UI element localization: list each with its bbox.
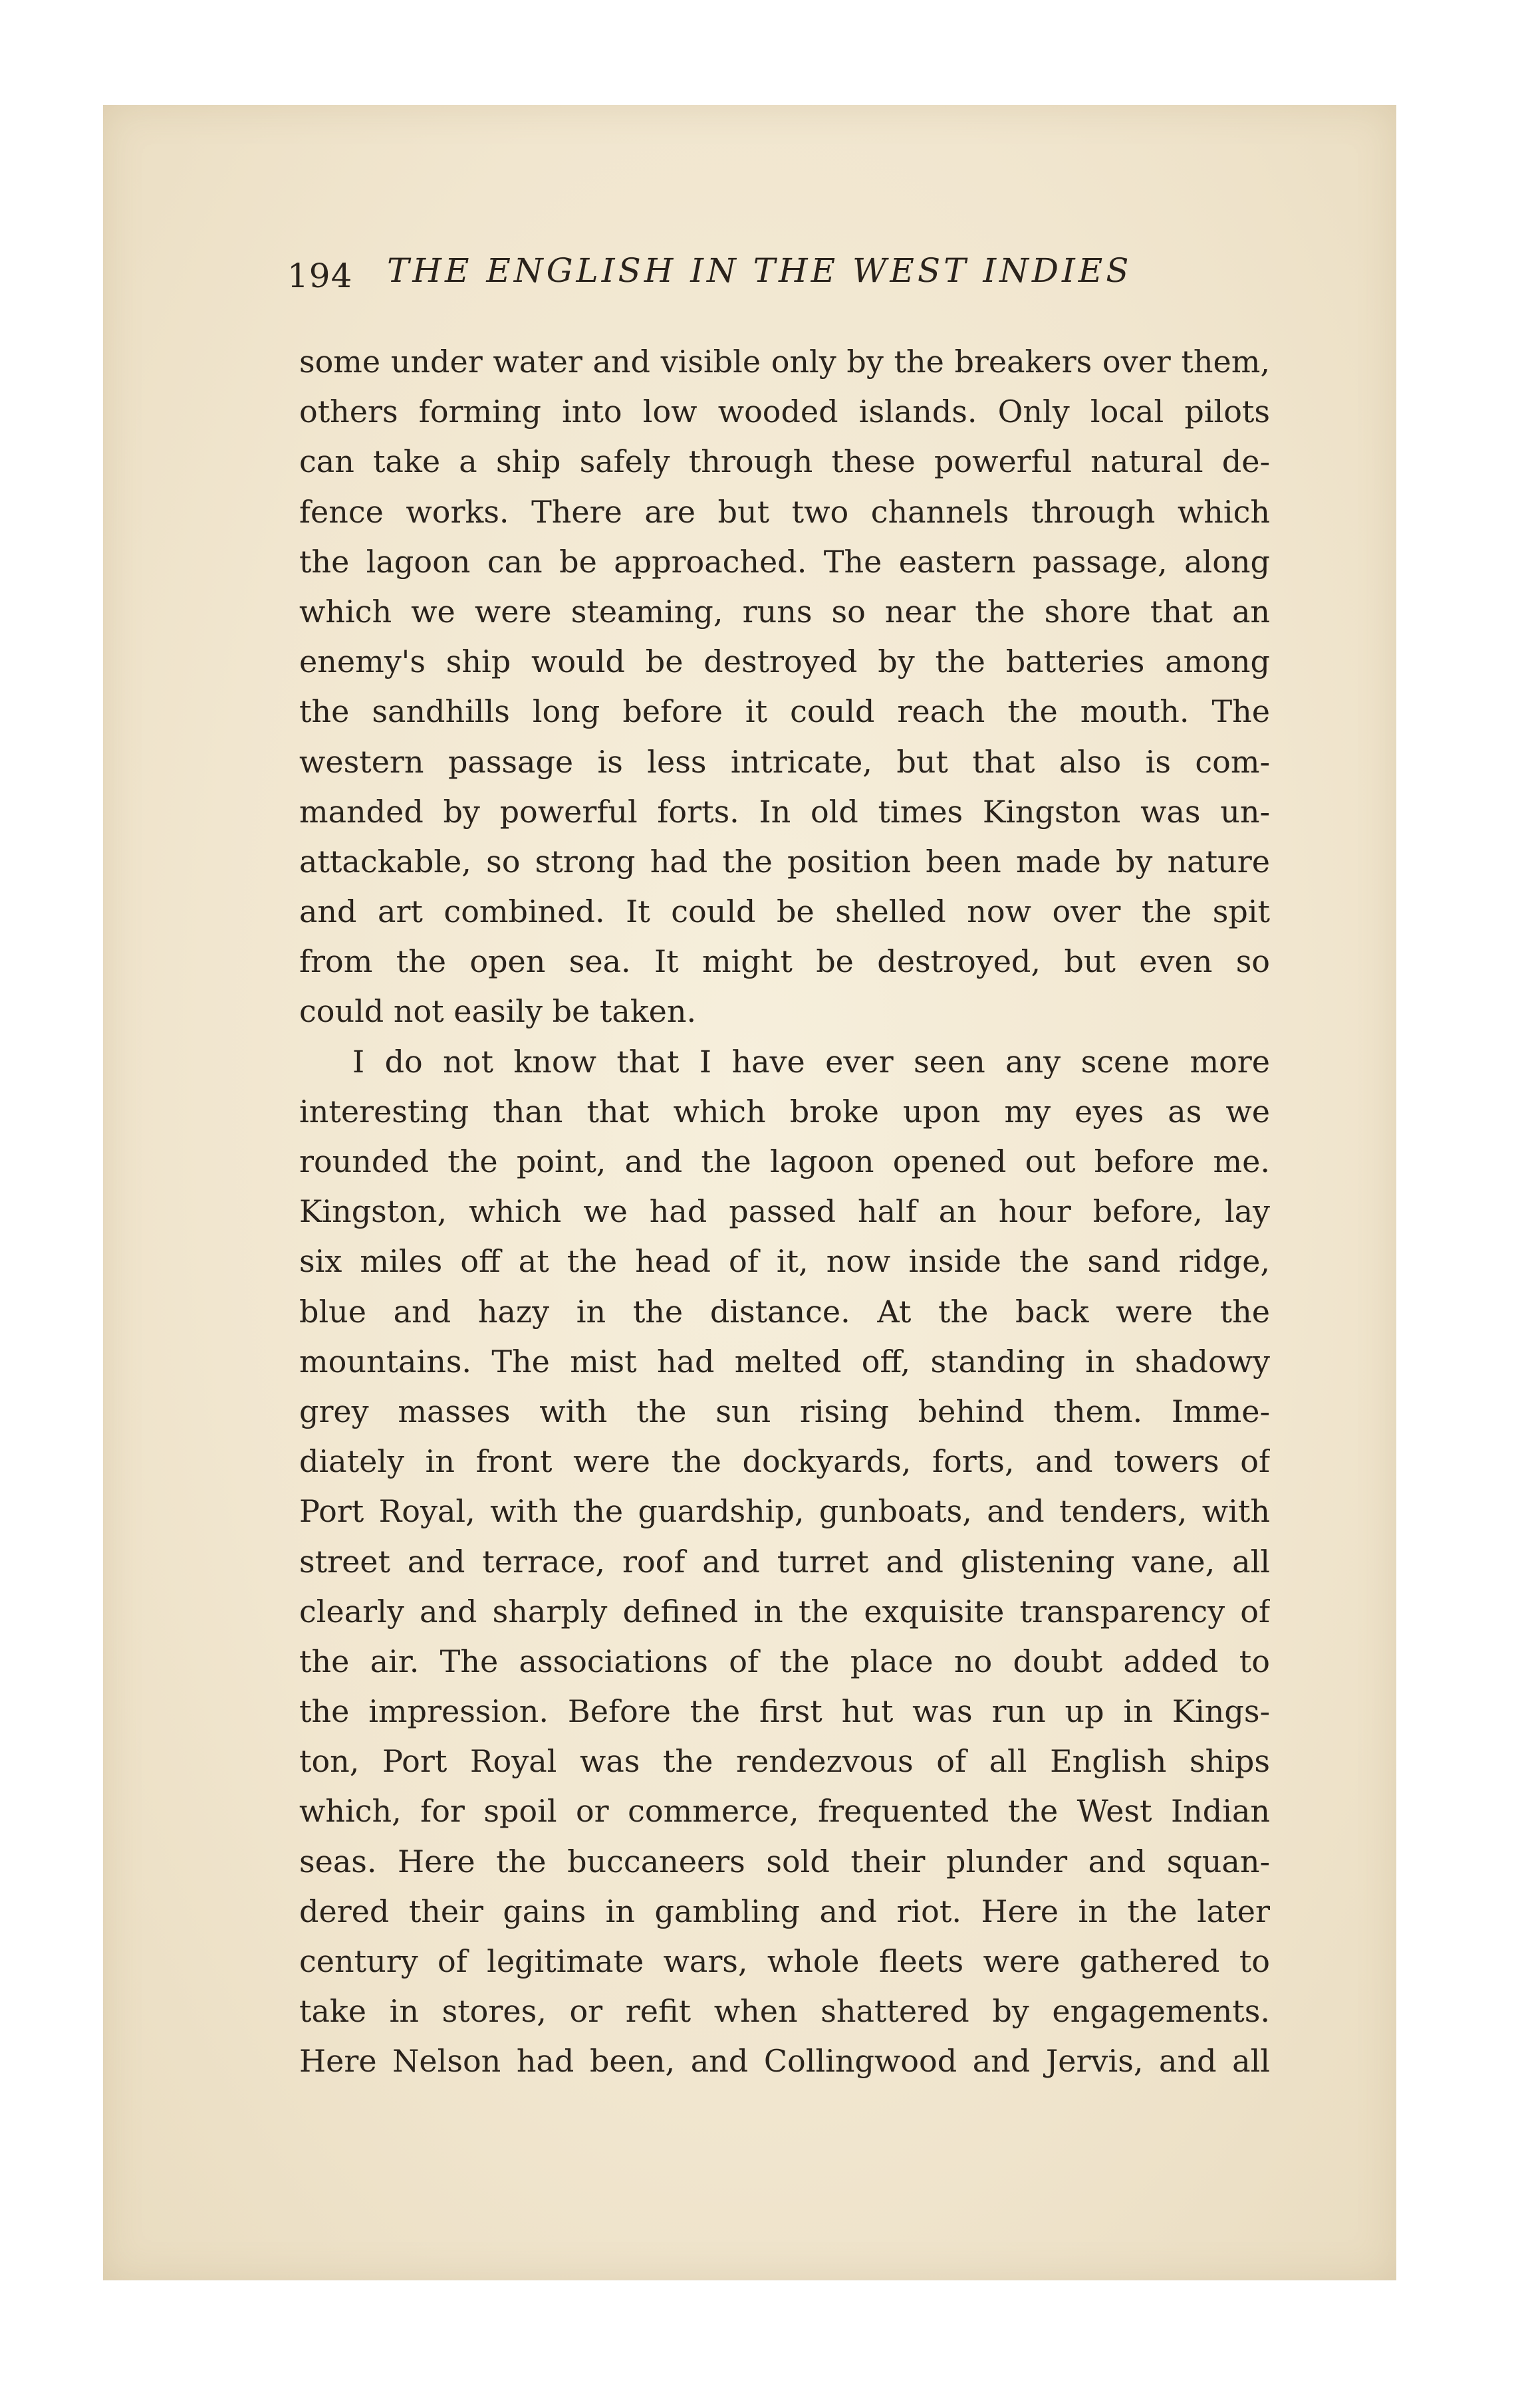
body-text (299, 337, 1270, 2087)
page-header (287, 251, 1271, 304)
text-line: the sandhills long before it could reach the mouth. The (299, 693, 1270, 730)
text-line: Port Royal, with the guardship, gunboats, and tenders, with (299, 1493, 1270, 1530)
text-line: ton, Port Royal was the rendezvous of all English ships (299, 1743, 1270, 1780)
text-line: the lagoon can be approached. The eastern passage, along (299, 543, 1270, 580)
text-line: street and terrace, roof and turret and glistening vane, all (299, 1543, 1270, 1580)
text-line: which we were steaming, runs so near the shore that an (299, 593, 1270, 630)
text-line: western passage is less intricate, but that also is com- (299, 743, 1270, 780)
text-line: others forming into low wooded islands. Only local pilots (299, 394, 1270, 430)
text-line: attackable, so strong had the position been made by nature (299, 843, 1270, 880)
paragraph-1 (299, 337, 1270, 1037)
text-line: fence works. There are but two channels through which (299, 493, 1270, 530)
text-line: I do not know that I have ever seen any scene more (352, 1043, 1270, 1080)
text-line: blue and hazy in the distance. At the back were the (299, 1293, 1270, 1330)
text-line: dered their gains in gambling and riot. Here in the later (299, 1893, 1270, 1929)
text-line: enemy's ship would be destroyed by the batteries among (299, 644, 1270, 680)
paragraph-2 (299, 1037, 1270, 2087)
text-line: mountains. The mist had melted off, standing in shadowy (299, 1343, 1270, 1380)
text-line: grey masses with the sun rising behind them. Imme- (299, 1393, 1270, 1429)
text-line: the air. The associations of the place no doubt added to (299, 1643, 1270, 1679)
text-line: Kingston, which we had passed half an hour before, lay (299, 1193, 1270, 1230)
text-line: which, for spoil or commerce, frequented the West Indian (299, 1793, 1270, 1830)
text-line: diately in front were the dockyards, forts, and towers of (299, 1443, 1270, 1480)
text-line: six miles off at the head of it, now inside the sand ridge, (299, 1243, 1270, 1280)
text-line: Here Nelson had been, and Collingwood and Jervis, and all (299, 2043, 1270, 2080)
text-line: some under water and visible only by the breakers over them, (299, 344, 1270, 380)
text-line: can take a ship safely through these powerful natural de- (299, 443, 1270, 480)
text-line: could not easily be taken. (299, 993, 697, 1030)
text-line: rounded the point, and the lagoon opened out before me. (299, 1144, 1270, 1179)
text-line: century of legitimate wars, whole fleets were gathered to (299, 1943, 1270, 1979)
text-line: seas. Here the buccaneers sold their plunder and squan- (299, 1843, 1270, 1879)
text-line: clearly and sharply defined in the exquisite transparency of (299, 1593, 1270, 1629)
running-title: THE ENGLISH IN THE WEST INDIES (387, 251, 1132, 290)
text-line: the impression. Before the first hut was run up in Kings- (299, 1693, 1270, 1730)
text-line: take in stores, or refit when shattered by engagements. (299, 1993, 1270, 2030)
text-line: manded by powerful forts. In old times Kingston was un- (299, 793, 1270, 830)
text-line: from the open sea. It might be destroyed, but even so (299, 943, 1270, 980)
page-number: 194 (287, 257, 353, 295)
text-line: interesting than that which broke upon my eyes as we (299, 1093, 1270, 1130)
text-line: and art combined. It could be shelled now over the spit (299, 894, 1270, 930)
